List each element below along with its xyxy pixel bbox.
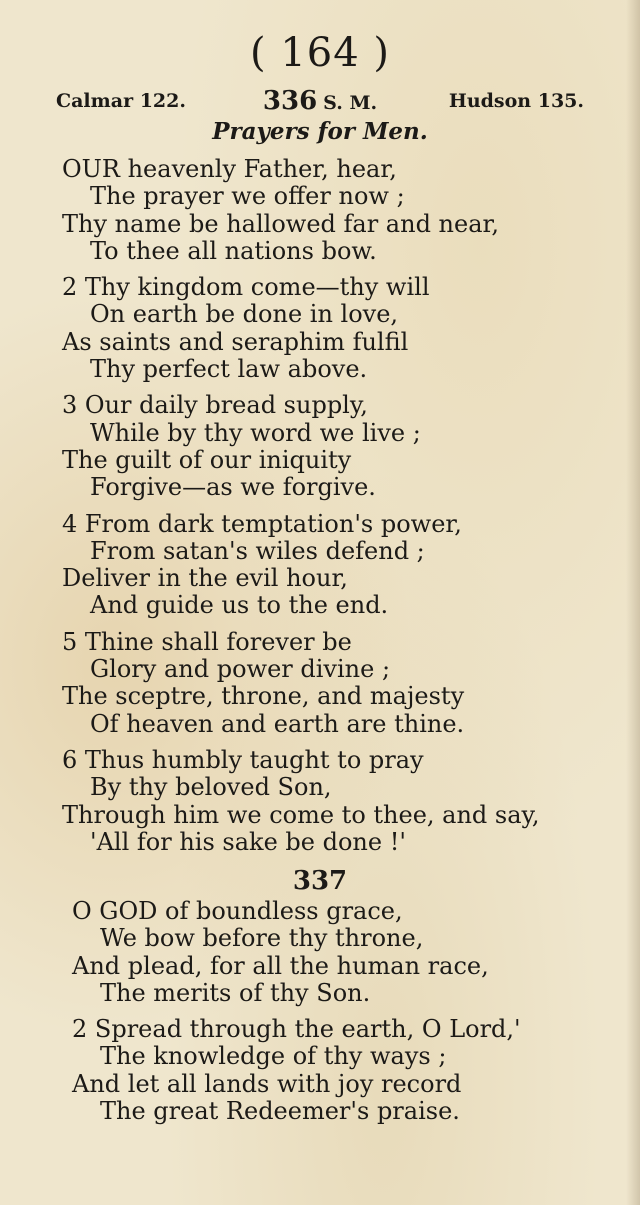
verse-line: The sceptre, throne, and majesty [62, 682, 465, 711]
stanza-4 [62, 511, 602, 620]
verse-line: And guide us to the end. [90, 591, 389, 620]
verse-line: 'All for his sake be done !' [90, 827, 406, 856]
tune-reference-right: Hudson 135. [448, 90, 584, 112]
verse-line: We bow before thy throne, [100, 924, 424, 953]
verse-line: And let all lands with joy record [72, 1069, 462, 1098]
verse-line: On earth be done in love, [90, 300, 399, 329]
verse-line: The guilt of our iniquity [62, 445, 352, 474]
stanza-1 [72, 898, 612, 1007]
verse-line: Deliver in the evil hour, [62, 564, 348, 593]
verse-line: 4 From dark temptation's power, [62, 509, 462, 538]
stanza-5 [62, 629, 602, 738]
stanza-3 [62, 392, 602, 501]
stanza-2 [72, 1016, 612, 1125]
hymn-337-number: 337 [292, 866, 348, 896]
hymn-number: 336 [262, 86, 318, 116]
verse-line: 2 Spread through the earth, O Lord,' [72, 1015, 521, 1044]
verse-line: From satan's wiles defend ; [90, 536, 425, 565]
verse-line: The great Redeemer's praise. [100, 1097, 460, 1126]
verse-line: As saints and seraphim fulfil [62, 327, 409, 356]
verse-line: By thy beloved Son, [90, 773, 332, 802]
verse-line: Of heaven and earth are thine. [90, 709, 465, 738]
verse-line: 5 Thine shall forever be [62, 627, 352, 656]
tune-reference-left: Calmar 122. [56, 90, 186, 112]
page-edge-shadow [626, 0, 640, 1205]
verse-line: The prayer we offer now ; [90, 182, 405, 211]
verse-line: Through him we come to thee, and say, [62, 800, 540, 829]
stanza-1 [62, 156, 602, 265]
verse-line: The merits of thy Son. [100, 978, 371, 1007]
verse-line: O GOD of boundless grace, [72, 897, 403, 925]
stanza-2 [62, 274, 602, 383]
verse-line: 3 Our daily bread supply, [62, 391, 368, 420]
verse-line: OUR heavenly Father, hear, [62, 155, 397, 183]
verse-line: While by thy word we live ; [90, 418, 421, 447]
page-number: ( 164 ) [250, 30, 390, 76]
verse-line: And plead, for all the human race, [72, 951, 489, 980]
verse-line: Thy name be hallowed far and near, [62, 209, 499, 238]
stanza-6 [62, 747, 602, 856]
hymn-336-text [62, 156, 602, 865]
hymn-subtitle: Prayers for Men. [212, 118, 428, 145]
verse-line: Glory and power divine ; [90, 655, 391, 684]
hymn-337-text [72, 898, 612, 1134]
verse-line: To thee all nations bow. [90, 236, 377, 265]
verse-line: 2 Thy kingdom come—thy will [62, 273, 430, 302]
verse-line: The knowledge of thy ways ; [100, 1042, 447, 1071]
verse-line: 6 Thus humbly taught to pray [62, 745, 424, 774]
hymn-meter: S. M. [323, 92, 378, 114]
verse-line: Thy perfect law above. [90, 355, 368, 384]
hymn-header [56, 86, 584, 116]
verse-line: Forgive—as we forgive. [90, 473, 376, 502]
